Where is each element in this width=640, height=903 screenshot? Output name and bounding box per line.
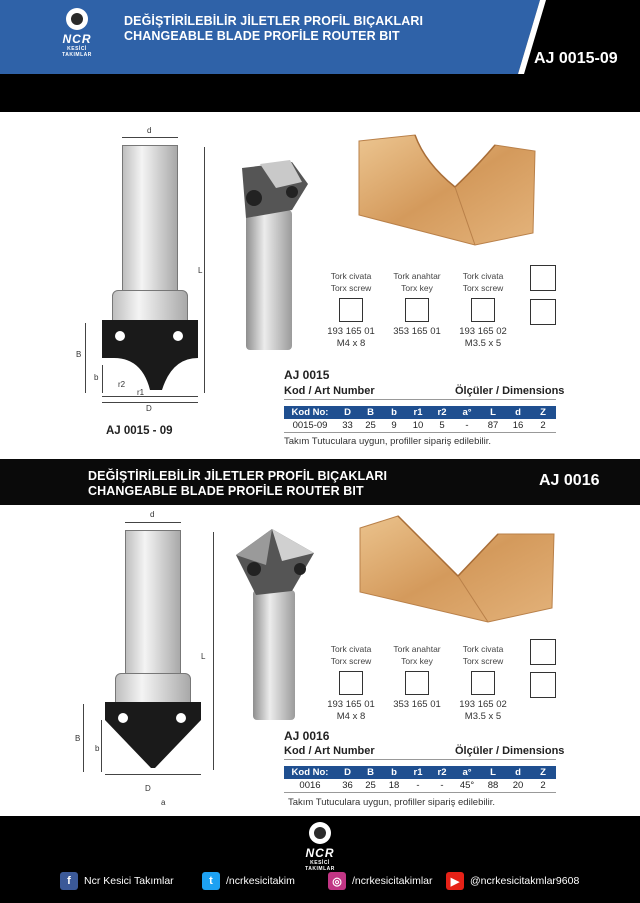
dim-L-2: L — [201, 652, 206, 661]
wood-sample-2 — [358, 512, 556, 624]
dim-b: b — [94, 373, 99, 382]
shank-2 — [125, 530, 181, 680]
dim-D-2: D — [145, 784, 151, 793]
section2-code: AJ 0016 — [539, 472, 600, 489]
dim-a-2: a — [161, 798, 166, 807]
accessory-1-3: Tork civata Torx screw 193 165 02 M3.5 x 5 — [459, 271, 507, 349]
kod-label-1: Kod / Art Number — [284, 385, 375, 397]
footer-logo — [295, 822, 345, 872]
social-youtube[interactable]: ▶ @ncrkesicitakmlar9608 — [446, 872, 579, 890]
dim-b-2: b — [95, 744, 100, 753]
model-title-2: AJ 0016 — [284, 729, 330, 743]
screw-icon — [339, 298, 363, 322]
youtube-icon: ▶ — [446, 872, 464, 890]
product-photo-1-shank — [246, 210, 292, 350]
shank — [122, 145, 178, 295]
accessory-2-1: Tork civata Torx screw 193 165 01 M4 x 8 — [327, 644, 375, 722]
dim-r1: r1 — [137, 388, 145, 397]
dim-L: L — [198, 266, 203, 275]
header-code: AJ 0015-09 — [534, 50, 618, 67]
social-instagram[interactable]: ◎ /ncrkesicitakimlar — [328, 872, 433, 890]
product-photo-1-head — [232, 158, 312, 228]
collar — [112, 290, 188, 322]
drawing-label-1: AJ 0015 - 09 — [106, 425, 173, 437]
screw-small-icon — [471, 298, 495, 322]
note-2: Takım Tutuculara uygun, profiller sipariş edilebilir. — [288, 797, 495, 808]
logo-sub: KESİCİ TAKIMLAR — [62, 46, 92, 58]
dim-B: B — [76, 350, 82, 359]
wood-sample-1 — [355, 133, 537, 248]
dim-D: D — [146, 404, 152, 413]
dim-d-2: d — [150, 510, 155, 519]
facebook-icon: f — [60, 872, 78, 890]
product-photo-2-head — [232, 525, 318, 605]
screw-icon — [339, 671, 363, 695]
dim-r2: r2 — [118, 380, 126, 389]
key-icon — [405, 671, 429, 695]
social-twitter[interactable]: t /ncrkesicitakim — [202, 872, 295, 890]
feed-direction-icon — [530, 672, 556, 698]
ncr-logo-icon — [309, 822, 331, 844]
collar-2 — [115, 673, 191, 703]
cutter-profile-2 — [105, 702, 201, 772]
feed-direction-icon — [530, 299, 556, 325]
key-icon — [405, 298, 429, 322]
footer-brand-sub: KESİCİ TAKIMLAR — [305, 860, 335, 872]
instagram-icon: ◎ — [328, 872, 346, 890]
table-row: 0015-09 33 25 9 10 5 - 87 16 2 — [292, 420, 546, 431]
shank-symbol-icon — [530, 265, 556, 291]
accessories-2 — [318, 643, 528, 727]
kod-label-2: Kod / Art Number — [284, 745, 375, 757]
accessories-1 — [318, 270, 528, 354]
cutter-profile-1 — [102, 320, 198, 392]
tool-drawing-1 — [76, 125, 220, 435]
note-1: Takım Tutuculara uygun, profiller sipariş edilebilir. — [284, 436, 491, 447]
table-row: 0016 36 25 18 - - 45° 88 20 2 — [299, 780, 546, 791]
social-facebook[interactable]: f Ncr Kesici Takımlar — [60, 872, 174, 890]
accessory-1-2: Tork anahtar Torx key 353 165 01 — [393, 271, 441, 337]
accessory-1-1: Tork civata Torx screw 193 165 01 M4 x 8 — [327, 271, 375, 349]
dims-label-2: Ölçüler / Dimensions — [455, 745, 565, 757]
header-logo — [52, 8, 102, 58]
section2-title-en: CHANGEABLE BLADE PROFİLE ROUTER BIT — [88, 484, 364, 498]
product-photo-2-shank — [253, 590, 295, 720]
dims-label-1: Ölçüler / Dimensions — [455, 385, 565, 397]
footer-brand: NCR — [305, 846, 335, 860]
accessory-2-2: Tork anahtar Torx key 353 165 01 — [393, 644, 441, 710]
header-title-tr: DEĞİŞTİRİLEBİLİR JİLETLER PROFİL BIÇAKLARI — [124, 14, 424, 28]
header-title-en: CHANGEABLE BLADE PROFİLE ROUTER BIT — [124, 29, 400, 43]
model-title-1: AJ 0015 — [284, 368, 330, 382]
tool-drawing-2 — [75, 508, 220, 808]
table-header-2: Kod No: D B b r1 r2 a° L d Z — [284, 766, 556, 779]
table-header-1: Kod No: D B b r1 r2 a° L d Z — [284, 406, 556, 419]
dim-B-2: B — [75, 734, 81, 743]
dim-d: d — [147, 126, 152, 135]
screw-small-icon — [471, 671, 495, 695]
shank-symbol-icon — [530, 639, 556, 665]
logo-brand: NCR — [62, 32, 92, 46]
twitter-icon: t — [202, 872, 220, 890]
accessory-2-3: Tork civata Torx screw 193 165 02 M3.5 x 5 — [459, 644, 507, 722]
ncr-logo-icon — [66, 8, 88, 30]
section2-title-tr: DEĞİŞTİRİLEBİLİR JİLETLER PROFİL BIÇAKLARI — [88, 469, 388, 483]
